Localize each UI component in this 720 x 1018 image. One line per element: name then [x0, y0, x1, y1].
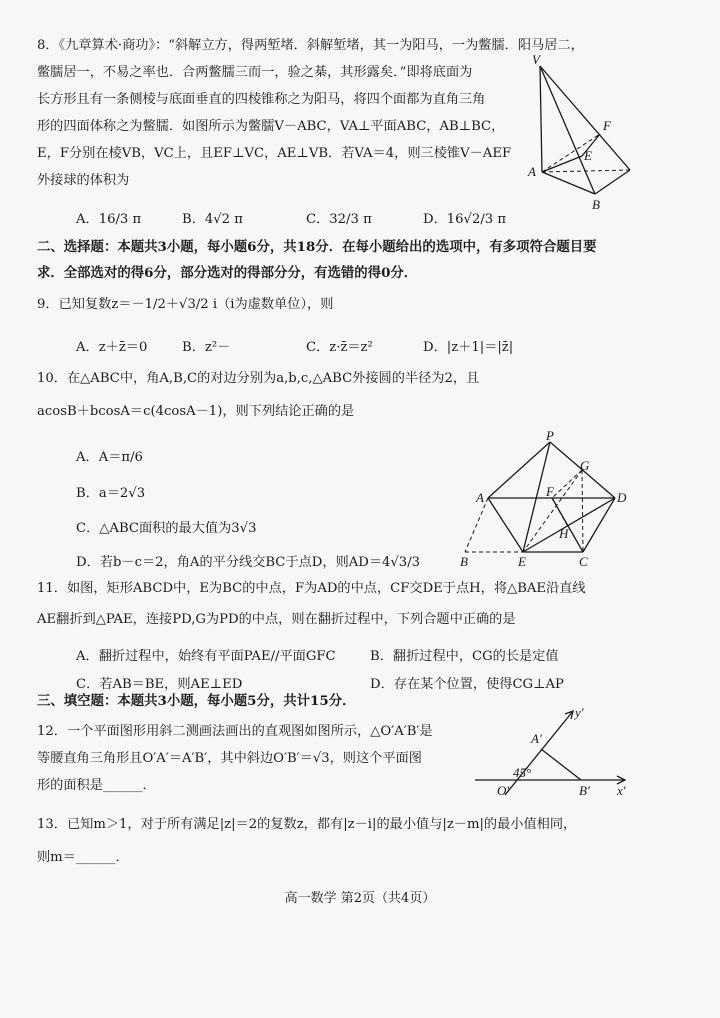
q9-option-a: A．z＋z̄＝0	[76, 340, 148, 355]
label-v: V	[532, 52, 540, 67]
label-a: A	[528, 164, 536, 179]
q9-option-c: C．z·z̄＝z²	[306, 340, 373, 355]
edge-ab-dashed	[465, 498, 488, 552]
label-x-prime: x′	[617, 783, 626, 798]
label-g: G	[580, 458, 590, 473]
q11-option-d: D．存在某个位置，使得CG⊥AP	[370, 677, 564, 692]
page-footer: 高一数学 第2页（共4页）	[284, 891, 436, 906]
q10-option-c: C．△ABC面积的最大值为3√3	[76, 521, 257, 536]
question-9-stem: 9．已知复数z＝－1/2＋√3/2 i（i为虚数单位），则	[37, 297, 334, 312]
q12-line: 12．一个平面图形用斜二测画法画出的直观图如图所示，△O′A′B′是	[37, 724, 433, 739]
section-3-heading: 三、填空题：本题共3小题，每小题5分，共计15分．	[37, 693, 356, 709]
label-f: F	[603, 118, 611, 133]
q12-line: 等腰直角三角形且O′A′＝A′B′，其中斜边O′B′＝√3，则这个平面图	[37, 751, 422, 766]
edge-bc	[595, 170, 630, 194]
y-axis	[505, 711, 573, 795]
label-b: B	[460, 554, 468, 569]
q9-option-d: D．|z＋1|＝|z̄|	[423, 340, 514, 355]
edge-va	[540, 66, 542, 172]
label-o-prime: O′	[497, 783, 510, 798]
q10-option-d: D．若b－c＝2，角A的平分线交BC于点D，则AD＝4√3/3	[76, 555, 421, 570]
q10-option-b: B．a＝2√3	[76, 486, 146, 501]
q8-line: 8．《九章算术·商功》：“斜解立方，得两堑堵．斜解堑堵，其一为阳马，一为鳖臑．阳马居二，	[37, 38, 584, 53]
edge-pa	[488, 442, 550, 498]
question-11-line-2: AE翻折到△PAE，连接PD,G为PD的中点，则在翻折过程中，下列合题中正确的是	[37, 612, 516, 627]
side-ab	[541, 749, 581, 780]
edge-ge-dashed	[523, 470, 582, 552]
edge-cd	[583, 498, 615, 552]
q11-fold-figure	[460, 430, 640, 570]
q8-option-c: C．32/3 π	[306, 212, 372, 227]
q8-tetrahedron-figure	[520, 52, 650, 212]
label-e: E	[518, 554, 526, 569]
question-10-line-2: acosB＋bcosA＝c(4cosA－1)，则下列结论正确的是	[37, 404, 355, 419]
q8-line: 外接球的体积为	[37, 173, 130, 188]
question-10-line-1: 10．在△ABC中，角A,B,C的对边分别为a,b,c,△ABC外接圆的半径为2，且	[37, 371, 480, 386]
question-12-stem	[37, 718, 433, 799]
label-a-prime: A′	[531, 731, 542, 746]
q8-line: E，F分别在棱VB，VC上，且EF⊥VC，AE⊥VB．若VA＝4，则三棱锥V－AEF	[37, 146, 512, 161]
q12-oblique-figure	[475, 705, 635, 805]
label-e: E	[584, 148, 592, 163]
question-11-line-1: 11．如图，矩形ABCD中，E为BC的中点，F为AD的中点，CF交DE于点H，将△BAE沿直线	[37, 581, 586, 596]
label-b-prime: B′	[579, 783, 590, 798]
edge-gc-dashed	[582, 470, 583, 552]
label-c: C	[579, 554, 588, 569]
label-a: A	[476, 490, 484, 505]
section-2-line: 求．全部选对的得6分，部分选对的得部分分，有选错的得0分．	[37, 265, 418, 281]
q8-option-a: A．16/3 π	[76, 212, 142, 227]
edge-ae	[488, 498, 523, 552]
q8-option-d: D．16√2/3 π	[423, 212, 507, 227]
edge-gf-dashed	[552, 470, 582, 498]
q8-line: 鳖臑居一，不易之率也．合两鳖臑三而一，验之棊，其形露矣．”即将底面为	[37, 65, 473, 80]
label-f: F	[546, 484, 554, 499]
q9-option-b: B．z²－	[182, 340, 231, 355]
label-45-degree: 45°	[513, 765, 532, 780]
section-2-heading	[37, 234, 597, 286]
q8-line: 长方形且有一条侧棱与底面垂直的四棱锥称之为阳马，将四个面都为直角三角	[37, 92, 486, 107]
q10-option-a: A．A＝π/6	[76, 450, 143, 465]
question-13-line-2: 则m＝______．	[37, 850, 129, 865]
q11-option-b: B．翻折过程中，CG的长是定值	[370, 649, 559, 664]
label-d: D	[617, 490, 627, 505]
label-p: P	[546, 428, 554, 443]
q8-line: 形的四面体称之为鳖臑．如图所示为鳖臑V－ABC，VA⊥平面ABC，AB⊥BC，	[37, 119, 505, 134]
q11-option-c: C．若AB＝BE，则AE⊥ED	[76, 677, 243, 692]
question-8-stem	[37, 32, 584, 194]
label-b: B	[592, 197, 600, 212]
section-2-line: 二、选择题：本题共3小题，每小题6分，共18分．在每小题给出的选项中，有多项符合题目要	[37, 239, 597, 255]
label-y-prime: y′	[575, 705, 584, 720]
q12-line: 形的面积是______．	[37, 778, 156, 793]
q11-option-a: A．翻折过程中，始终有平面PAE//平面GFC	[76, 649, 336, 664]
question-13-line-1: 13．已知m＞1，对于所有满足|z|＝2的复数z，都有|z－i|的最小值与|z－m|的最小值相同，	[37, 817, 577, 832]
edge-ed	[523, 498, 615, 552]
q8-option-b: B．4√2 π	[182, 212, 243, 227]
label-h: H	[559, 526, 569, 541]
